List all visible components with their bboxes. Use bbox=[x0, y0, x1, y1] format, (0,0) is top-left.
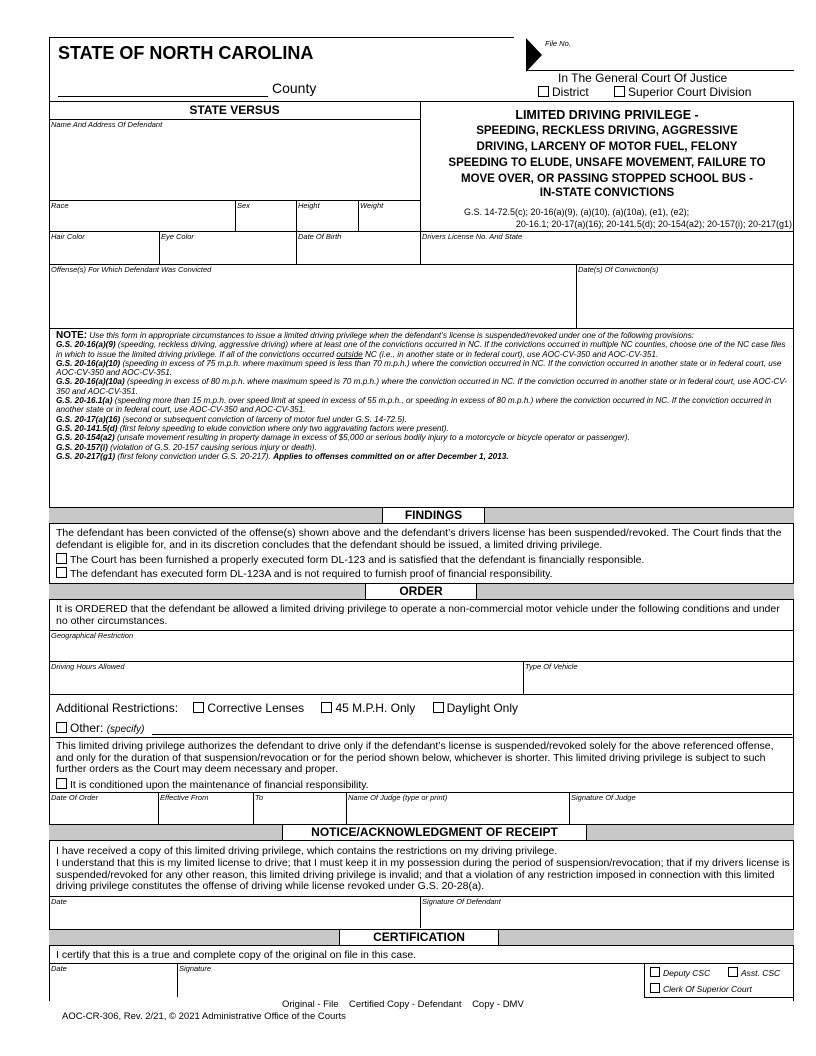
judge-signature-field[interactable]: Signature Of Judge bbox=[571, 793, 636, 802]
state-title: STATE OF NORTH CAROLINA bbox=[58, 43, 314, 63]
note-block: NOTE: Use this form in appropriate circumstances to issue a limited driving privilege when the defendant’s license is suspended/revoked under one of the following provisions: G.S. 20-16(a)(9) (speeding, reckless driving, aggressive driving) where at least one of the convictions occurred in NC. If the convictions occurred in multiple NC counties, choose one of the NC case files in which to issue the limited driving privilege. If all of the convictions occurred outside NC (i.e., in another state or in federal court), use AOC-CV-350 and AOC-CV-351. G.S. 20-16(a)(10) (speeding in excess of 75 m.p.h. where maximum speed is less than 70 m.p.h.) where the conviction occurred in NC. If the conviction occurred in another state or in federal court, use AOC-CV-350 and AOC-CV-351. G.S. 20-16(a)(10a) (speeding in excess of 80 m.p.h. where maximum speed is 70 m.p.h.) where the conviction occurred in NC. If the conviction occurred in another state or in federal court, use AOC-CV-350 and AOC-CV-351. G.S. 20-16.1(a) (speeding more than 15 m.p.h. over speed limit at speed in excess of 55 m.p.h., or speeding in excess of 80 m.p.h.) where the conviction occurred in NC. If the conviction occurred in another state or in federal court, use AOC-CV-350 and AOC-CV-351. G.S. 20-17(a)(16) (second or subsequent conviction of larceny of motor fuel under G.S. 14-72.5). G.S. 20-141.5(d) (first felony speeding to elude conviction where only two aggravating factors were present). G.S. 20-154(a2) (unsafe movement resulting in property damage in excess of $5,000 or serious bodily injury to a motorcycle or bicycle operator or passenger). G.S. 20-157(i) (violation of G.S. 20-157 causing serious injury or death). G.S. 20-217(g1) (first felony conviction under G.S. 20-217). Applies to offenses committed on or after December 1, 2013. bbox=[56, 330, 788, 461]
notice-date-field[interactable]: Date bbox=[51, 897, 67, 906]
notice-bar bbox=[49, 824, 794, 841]
lenses-option[interactable]: Corrective Lenses bbox=[193, 701, 304, 715]
effective-from-field[interactable]: Effective From bbox=[160, 793, 209, 802]
geo-restriction-field[interactable]: Geographical Restriction bbox=[51, 631, 134, 640]
deputy-checkbox[interactable] bbox=[650, 967, 660, 977]
state-versus-label: STATE VERSUS bbox=[189, 103, 280, 117]
county-label: County bbox=[272, 80, 317, 96]
daylight-option[interactable]: Daylight Only bbox=[433, 701, 518, 715]
additional-restrictions: Additional Restrictions: Corrective Lenses 45 M.P.H. Only Daylight Only bbox=[56, 701, 518, 715]
to-date-field[interactable]: To bbox=[255, 793, 264, 802]
findings-paragraph: The defendant has been convicted of the offense(s) shown above and the defendant’s drivers license has been suspended/revoked. The Court finds that the defendant is eligible for, and in its discretion concludes that the defendant should be issued, a limited driving privilege. bbox=[56, 527, 782, 551]
hair-color-field[interactable]: Hair Color bbox=[51, 232, 85, 241]
conviction-dates-field[interactable]: Date(s) Of Conviction(s) bbox=[578, 265, 659, 274]
certification-bar bbox=[49, 929, 794, 946]
authorize-paragraph: This limited driving privilege authorizes the defendant to drive only if the defendant’s license is suspended/revoked solely for the above referenced offense, and only for the duration of that suspension/revocation or for the period shown below, whichever is shorter. This limited driving privilege is subject to such further orders as the Court may deem necessary and proper. bbox=[56, 740, 774, 775]
district-option[interactable]: District bbox=[538, 85, 589, 99]
statutes: G.S. 14-72.5(c); 20-16(a)(9), (a)(10), (a)(10a), (e1), (e2); 20-16.1; 20-17(a)(16); 20-141.5(d); 20-154(a2); 20-157(i); 20-217(g1) bbox=[464, 207, 792, 229]
county-line[interactable] bbox=[58, 96, 268, 97]
findings-header: FINDINGS bbox=[382, 507, 485, 524]
driving-hours-field[interactable]: Driving Hours Allowed bbox=[51, 662, 125, 671]
license-field[interactable]: Drivers License No. And State bbox=[422, 232, 523, 241]
distribution-footer: Original - File Certified Copy - Defendant Copy - DMV bbox=[282, 999, 524, 1010]
notice-header: NOTICE/ACKNOWLEDGMENT OF RECEIPT bbox=[282, 824, 587, 841]
mph-option[interactable]: 45 M.P.H. Only bbox=[321, 701, 415, 715]
asst-checkbox[interactable] bbox=[728, 967, 738, 977]
mph-checkbox[interactable] bbox=[321, 702, 332, 713]
financial-condition-option[interactable]: It is conditioned upon the maintenance of financial responsibility. bbox=[56, 778, 369, 792]
dl123-checkbox[interactable] bbox=[56, 553, 67, 564]
offenses-field[interactable]: Offense(s) For Which Defendant Was Convicted bbox=[51, 265, 212, 274]
court-line: In The General Court Of Justice bbox=[558, 71, 728, 85]
order-paragraph: It is ORDERED that the defendant be allowed a limited driving privilege to operate a non-commercial motor vehicle under the following conditions and under no other circumstances. bbox=[56, 603, 780, 627]
form-number-footer: AOC-CR-306, Rev. 2/21, © 2021 Administrative Office of the Courts bbox=[62, 1011, 346, 1022]
deputy-option[interactable]: Deputy CSC bbox=[650, 967, 710, 978]
defendant-signature-field[interactable]: Signature Of Defendant bbox=[422, 897, 501, 906]
cert-date-field[interactable]: Date bbox=[51, 964, 67, 973]
dl123a-checkbox[interactable] bbox=[56, 567, 67, 578]
form-title: LIMITED DRIVING PRIVILEGE - SPEEDING, RECKLESS DRIVING, AGGRESSIVE DRIVING, LARCENY OF MOTOR FUEL, FELONY SPEEDING TO ELUDE, UNSAFE MOVEMENT, FAILURE TO MOVE OVER, OR PASSING STOPPED SCHOOL BUS - IN-STATE CONVICTIONS bbox=[448, 108, 766, 199]
certification-line: I certify that this is a true and complete copy of the original on file in this case. bbox=[56, 949, 417, 961]
weight-field[interactable]: Weight bbox=[360, 201, 384, 210]
eye-color-field[interactable]: Eye Color bbox=[161, 232, 194, 241]
top-border bbox=[49, 37, 514, 38]
other-restriction[interactable]: Other: (specify) bbox=[56, 721, 145, 735]
date-of-order-field[interactable]: Date Of Order bbox=[51, 793, 99, 802]
clerk-checkbox[interactable] bbox=[650, 983, 660, 993]
order-bar bbox=[49, 583, 794, 600]
lenses-checkbox[interactable] bbox=[193, 702, 204, 713]
findings-option-1[interactable]: The Court has been furnished a properly executed form DL-123 and is satisfied that the defendant is financially responsible. bbox=[56, 553, 644, 567]
notice-paragraph: I understand that this is my limited license to drive; that I must keep it in my possession during the period of suspension/revocation; that if my drivers license is suspended/revoked for any other reason, this limited driving privilege is invalid; and that a violation of any restriction imposed in connection with this limited driving privilege constitutes the offense of driving while license revoked under G.S. 20-28(a). bbox=[56, 857, 790, 892]
dob-field[interactable]: Date Of Birth bbox=[298, 232, 342, 241]
height-field[interactable]: Height bbox=[298, 201, 320, 210]
financial-checkbox[interactable] bbox=[56, 778, 67, 789]
other-specify-line[interactable] bbox=[152, 734, 792, 735]
daylight-checkbox[interactable] bbox=[433, 702, 444, 713]
notice-line: I have received a copy of this limited driving privilege, which contains the restrictions on my driving privilege. bbox=[56, 845, 558, 857]
district-checkbox[interactable] bbox=[538, 86, 549, 97]
order-header: ORDER bbox=[365, 583, 477, 600]
other-checkbox[interactable] bbox=[56, 722, 67, 733]
sex-field[interactable]: Sex bbox=[237, 201, 250, 210]
findings-option-2[interactable]: The defendant has executed form DL-123A and is not required to furnish proof of financial responsibility. bbox=[56, 567, 553, 581]
clerk-option[interactable]: Clerk Of Superior Court bbox=[650, 983, 752, 994]
vehicle-type-field[interactable]: Type Of Vehicle bbox=[525, 662, 578, 671]
findings-bar bbox=[49, 507, 794, 524]
race-field[interactable]: Race bbox=[51, 201, 69, 210]
judge-name-field[interactable]: Name Of Judge (type or print) bbox=[348, 793, 448, 802]
certification-header: CERTIFICATION bbox=[339, 929, 499, 946]
name-address-field[interactable]: Name And Address Of Defendant bbox=[51, 120, 163, 129]
superior-option[interactable]: Superior Court Division bbox=[614, 85, 751, 99]
cert-signature-field[interactable]: Signature bbox=[179, 964, 212, 973]
file-no-label: File No. bbox=[545, 39, 571, 48]
file-arrow-icon bbox=[526, 38, 542, 72]
superior-checkbox[interactable] bbox=[614, 86, 625, 97]
asst-option[interactable]: Asst. CSC bbox=[728, 967, 780, 978]
